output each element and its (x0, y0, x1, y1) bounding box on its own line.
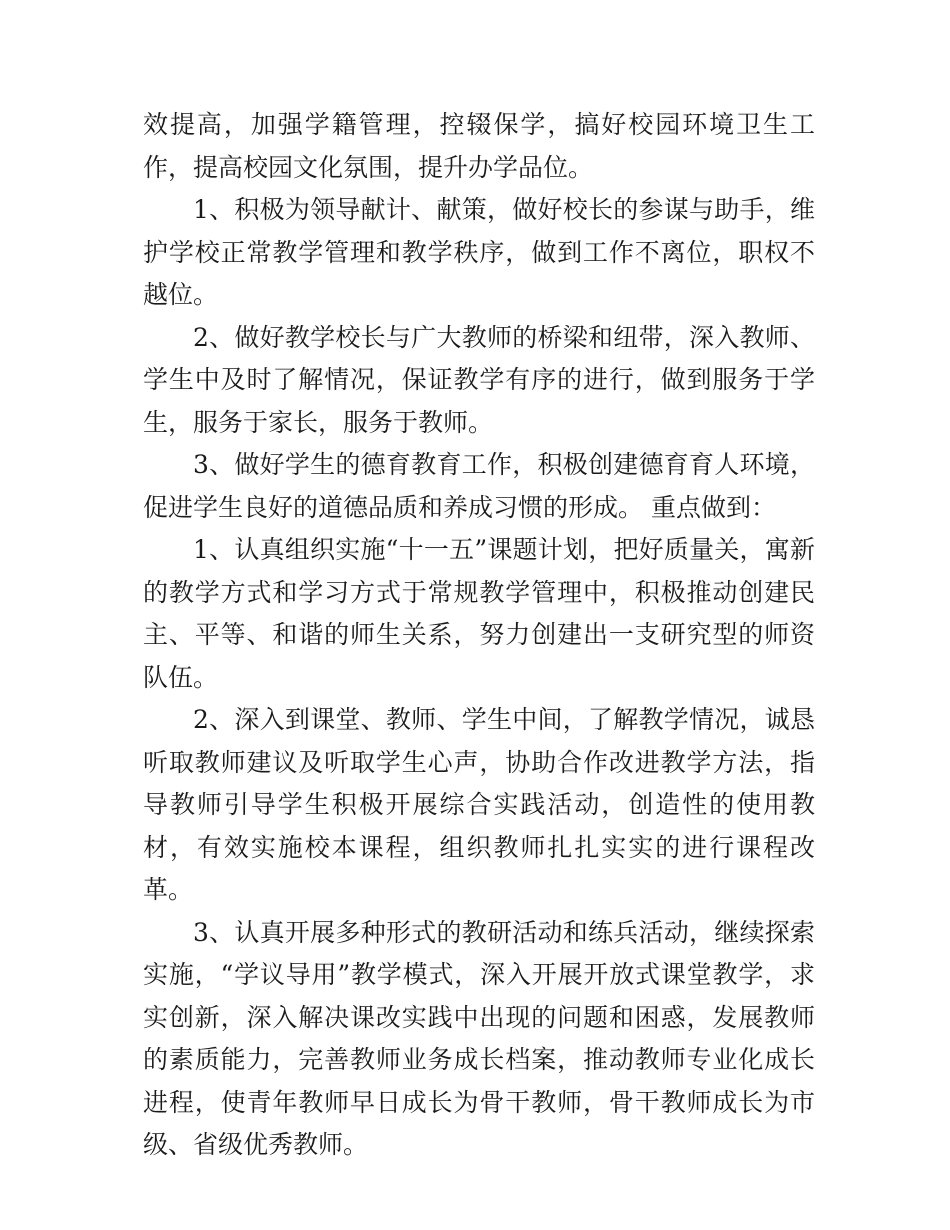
paragraph-continuation: 效提高，加强学籍管理，控辍保学，搞好校园环境卫生工作，提高校园文化氛围，提升办学品位。 (143, 110, 815, 182)
paragraph-focus-1-research: 1、认真组织实施“十一五”课题计划，把好质量关，寓新的教学方式和学习方式于常规教学管理中，积极推动创建民主、平等、和谐的师生关系，努力创建出一支研究型的师资队伍。 (143, 535, 815, 692)
paragraph-item-3-moral-education: 3、做好学生的德育教育工作，积极创建德育育人环境，促进学生良好的道德品质和养成习惯的形成。 重点做到： (143, 450, 815, 522)
paragraph-item-2-bridge: 2、做好教学校长与广大教师的桥梁和纽带，深入教师、学生中及时了解情况，保证教学有序的进行，做到服务于学生，服务于家长，服务于教师。 (143, 322, 815, 437)
paragraph-focus-3-teaching-research: 3、认真开展多种形式的教研活动和练兵活动，继续探索实施，“学议导用”教学模式，深入开展开放式课堂教学，求实创新，深入解决课改实践中出现的问题和困惑，发展教师的素质能力，完善教师业务成长档案，推动教师专业化成长进程，使青年教师早日成长为骨干教师，骨干教师成长为市级、省级优秀教师。 (143, 917, 815, 1159)
document-body (143, 104, 815, 1167)
paragraph-item-1-advise: 1、积极为领导献计、献策，做好校长的参谋与助手，维护学校正常教学管理和教学秩序，做到工作不离位，职权不越位。 (143, 195, 815, 309)
paragraph-focus-2-classroom: 2、深入到课堂、教师、学生中间，了解教学情况，诚恳听取教师建议及听取学生心声，协助合作改进教学方法，指导教师引导学生积极开展综合实践活动，创造性的使用教材，有效实施校本课程，组织教师扎扎实实的进行课程改革。 (143, 705, 815, 904)
